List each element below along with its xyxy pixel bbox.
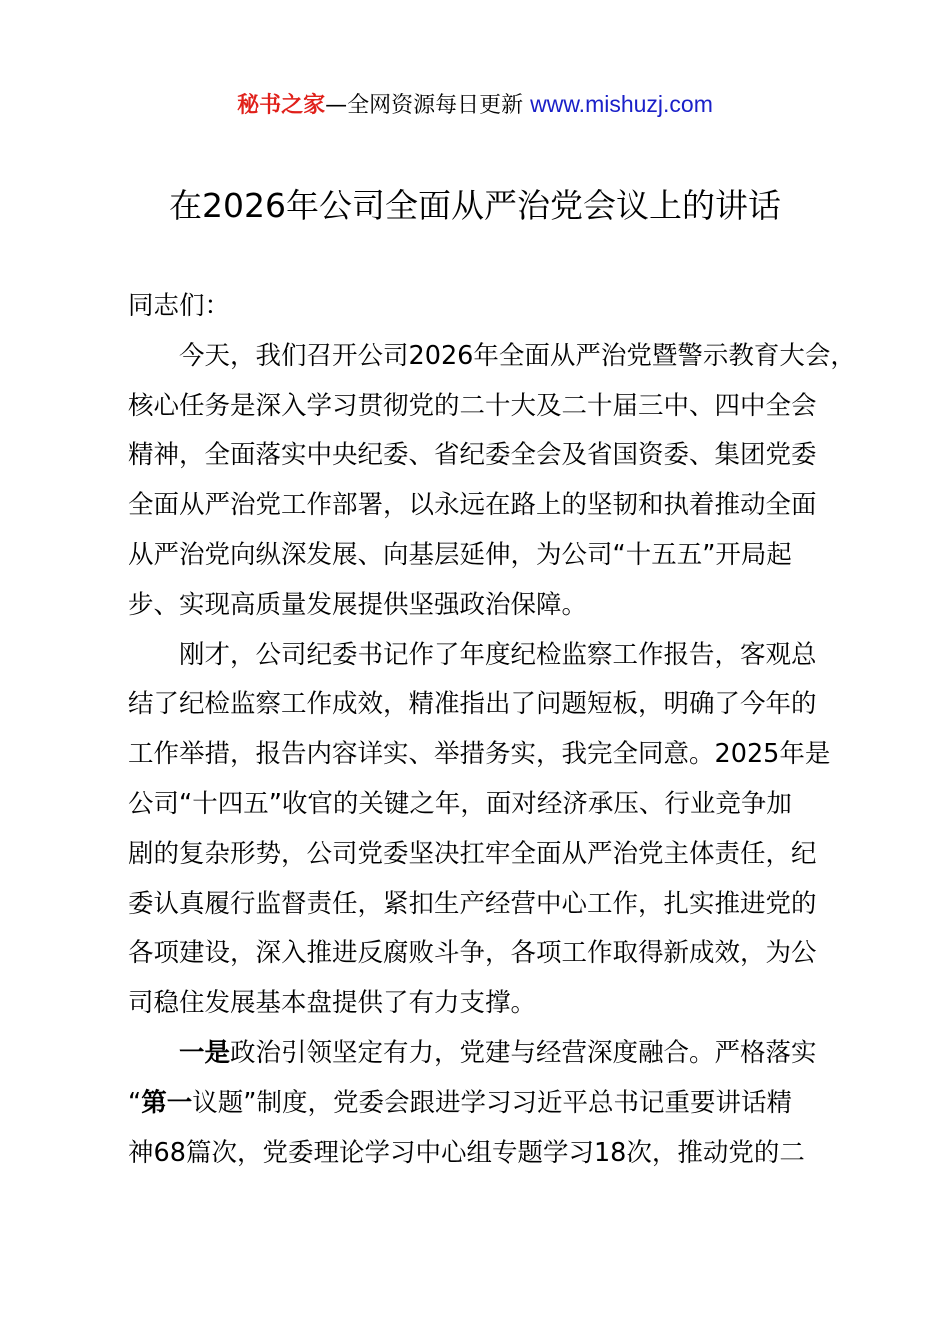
salutation: 同志们：: [128, 291, 231, 321]
paragraph-line: [128, 1079, 838, 1129]
site-header: [0, 86, 950, 124]
paragraph-1: [128, 332, 856, 631]
paragraph-3: [128, 1029, 838, 1178]
paragraph-line: 刚才，公司纪委书记作了年度纪检监察工作报告，客观总: [179, 639, 817, 670]
site-name: 秘书之家: [237, 93, 326, 118]
paragraph-line: 结了纪检监察工作成效，精准指出了问题短板，明确了今年的: [128, 689, 817, 720]
site-tagline: —全网资源每日更新: [325, 93, 524, 118]
paragraph-line: 司稳住发展基本盘提供了有力支撑。: [128, 988, 537, 1019]
paragraph-line: 核心任务是深入学习贯彻党的二十大及二十届三中、四中全会: [128, 390, 817, 421]
site-url-link[interactable]: www.mishuzj.com: [530, 91, 713, 117]
paragraph-line: 委认真履行监督责任，紧扣生产经营中心工作，扎实推进党的: [128, 888, 817, 919]
paragraph-line: 今天，我们召开公司2026年全面从严治党暨警示教育大会，: [179, 340, 856, 371]
paragraph-line: 精神，全面落实中央纪委、省纪委全会及省国资委、集团党委: [128, 440, 817, 471]
paragraph-line: 工作举措，报告内容详实、举措务实，我完全同意。2025年是: [128, 739, 831, 770]
paragraph-line: 全面从严治党工作部署，以永远在路上的坚韧和执着推动全面: [128, 490, 817, 521]
paragraph-line: 步、实现高质量发展提供坚强政治保障。: [128, 589, 588, 620]
paragraph-text: 政治引领坚定有力，党建与经营深度融合。严格落实: [230, 1037, 817, 1068]
paragraph-line: 从严治党向纵深发展、向基层延伸，为公司“十五五”开局起: [128, 539, 792, 570]
document-title: 在2026年公司全面从严治党会议上的讲话: [169, 186, 781, 225]
paragraph-line: 剧的复杂形势，公司党委坚决扛牢全面从严治党主体责任，纪: [128, 838, 817, 869]
quote-mark: “: [128, 1087, 142, 1118]
paragraph-line: [128, 1029, 838, 1079]
document-body: [128, 282, 856, 1178]
emphasis-text: 第一: [141, 1087, 193, 1118]
paragraph-text: 议题”制度，党委会跟进学习习近平总书记重要讲话精: [192, 1087, 792, 1118]
paragraph-line: 各项建设，深入推进反腐败斗争，各项工作取得新成效，为公: [128, 938, 817, 969]
paragraph-line: 公司“十四五”收官的关键之年，面对经济承压、行业竞争加: [128, 788, 792, 819]
paragraph-2: [128, 631, 838, 1029]
point-lead: 一是: [179, 1037, 231, 1068]
paragraph-line: 神68篇次，党委理论学习中心组专题学习18次，推动党的二: [128, 1137, 805, 1168]
